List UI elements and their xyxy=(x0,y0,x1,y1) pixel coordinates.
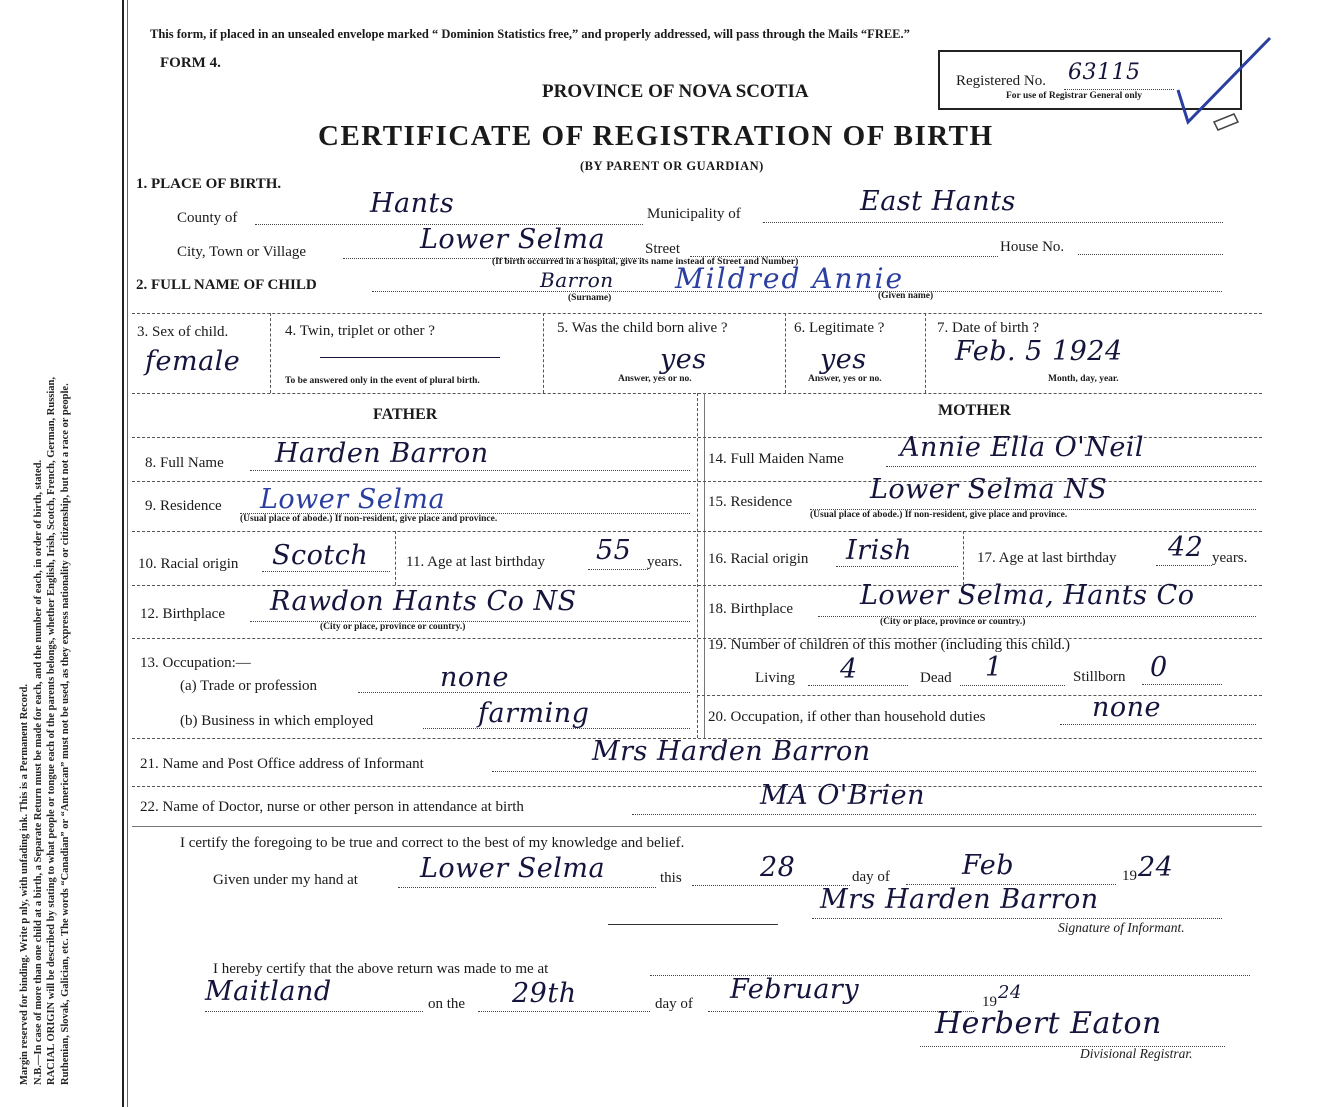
sex-value: female xyxy=(145,346,241,377)
given-year-value: 24 xyxy=(1138,852,1174,883)
registrar-signature: Herbert Eaton xyxy=(935,1006,1162,1041)
child-surname: Barron xyxy=(540,268,614,292)
father-residence-value: Lower Selma xyxy=(260,484,446,515)
dead-value: 1 xyxy=(985,652,1003,683)
mother-age-value: 42 xyxy=(1168,532,1204,563)
mother-occupation-line xyxy=(1060,724,1256,725)
dead-label: Dead xyxy=(920,670,952,686)
row3-divider-3 xyxy=(785,313,786,393)
given-name-note: (Given name) xyxy=(878,291,934,301)
father-name-value: Harden Barron xyxy=(275,438,489,469)
parents-row-3 xyxy=(132,531,1262,532)
form-number: FORM 4. xyxy=(160,55,221,71)
house-no-line xyxy=(1078,254,1223,255)
registrar-statement: I hereby certify that the above return was made to me at xyxy=(213,961,549,977)
hospital-note: (If birth occurred in a hospital, give its name instead of Street and Number) xyxy=(492,257,799,267)
father-business-label: (b) Business in which employed xyxy=(180,713,374,729)
row3-divider-2 xyxy=(543,313,544,393)
mother-years: years. xyxy=(1212,550,1248,566)
given-under-label: Given under my hand at xyxy=(213,872,358,888)
father-trade-label: (a) Trade or profession xyxy=(180,678,318,694)
sex-label: 3. Sex of child. xyxy=(137,324,229,340)
margin-rule xyxy=(122,0,124,1107)
father-business-value: farming xyxy=(478,698,590,729)
legitimate-note: Answer, yes or no. xyxy=(808,374,882,384)
mother-birthplace-note: (City or place, province or country.) xyxy=(880,617,1026,627)
registrar-day-value: 29th xyxy=(512,978,577,1009)
given-day-value: 28 xyxy=(760,852,796,883)
mother-occupation-label: 20. Occupation, if other than household duties xyxy=(708,709,986,725)
parents-row-6 xyxy=(697,695,1262,696)
child-given-name: Mildred Annie xyxy=(675,262,905,295)
father-trade-value: none xyxy=(440,662,510,693)
row3-top-border xyxy=(132,313,1262,314)
father-residence-note: (Usual place of abode.) If non-resident, give place and province. xyxy=(240,514,498,524)
registrar-use-note: For use of Registrar General only xyxy=(1006,91,1143,101)
twin-note: To be answered only in the event of plural birth. xyxy=(285,376,480,386)
margin-line-2: N.B.—In case of more than one child at a birth, a Separate Return must be made for each, and the number of each, in order of birth, stated. xyxy=(32,459,44,1085)
registrar-signature-label: Divisional Registrar. xyxy=(1080,1046,1193,1061)
this-label: this xyxy=(660,870,682,886)
registered-no-line xyxy=(1064,89,1174,90)
living-line xyxy=(808,685,908,686)
father-age-value: 55 xyxy=(596,535,632,566)
dob-label: 7. Date of birth ? xyxy=(937,320,1040,336)
informant-signature: Mrs Harden Barron xyxy=(820,884,1099,915)
doctor-top-border xyxy=(132,786,1262,787)
city-value: Lower Selma xyxy=(420,224,606,255)
father-birthplace-value: Rawdon Hants Co NS xyxy=(270,586,577,617)
mother-residence-note: (Usual place of abode.) If non-resident, give place and province. xyxy=(810,510,1068,520)
registrar-year-value: 24 xyxy=(998,982,1022,1003)
child-name-label: 2. FULL NAME OF CHILD xyxy=(136,277,317,293)
house-no-label: House No. xyxy=(1000,239,1065,255)
father-age-label: 11. Age at last birthday xyxy=(406,554,545,570)
father-birthplace-note: (City or place, province or country.) xyxy=(320,622,466,632)
twin-dash xyxy=(320,357,500,358)
given-place-value: Lower Selma xyxy=(420,853,606,884)
doctor-line xyxy=(632,814,1256,815)
given-place-line xyxy=(398,887,656,888)
informant-value: Mrs Harden Barron xyxy=(592,736,871,767)
registered-no-label: Registered No. xyxy=(956,73,1046,89)
legitimate-label: 6. Legitimate ? xyxy=(794,320,885,336)
doctor-bottom-border xyxy=(132,826,1262,827)
born-alive-label: 5. Was the child born alive ? xyxy=(557,320,728,336)
certify-statement: I certify the foregoing to be true and correct to the best of my knowledge and belief. xyxy=(180,835,685,851)
place-of-birth-label: 1. PLACE OF BIRTH. xyxy=(136,176,282,192)
registrar-day-of-label: day of xyxy=(655,996,693,1012)
father-name-label: 8. Full Name xyxy=(145,455,224,471)
father-race-divider xyxy=(395,531,396,585)
informant-label: 21. Name and Post Office address of Informant xyxy=(140,756,424,772)
father-years: years. xyxy=(647,554,683,570)
father-residence-label: 9. Residence xyxy=(145,498,222,514)
margin-instructions xyxy=(18,35,123,1085)
father-race-value: Scotch xyxy=(272,540,369,571)
certificate-title: CERTIFICATE OF REGISTRATION OF BIRTH xyxy=(318,120,994,152)
registrar-place-value: Maitland xyxy=(205,976,332,1007)
mother-name-line xyxy=(886,466,1256,467)
mother-residence-value: Lower Selma NS xyxy=(870,474,1108,505)
mother-age-line xyxy=(1156,565,1212,566)
mother-heading: MOTHER xyxy=(938,402,1011,419)
margin-rule-thin xyxy=(127,0,128,1107)
doctor-value: MA O'Brien xyxy=(760,780,926,811)
given-day-of-label: day of xyxy=(852,869,890,885)
margin-line-4: Ruthenian, Slovak, Galician, etc. The words “Canadian” or “American” must not be used, as they express nationality or citizenship, but not a race or people. xyxy=(59,383,71,1085)
mother-race-divider xyxy=(963,531,964,585)
mother-birthplace-label: 18. Birthplace xyxy=(708,601,793,617)
given-year-prefix: 19 xyxy=(1122,868,1137,884)
doctor-label: 22. Name of Doctor, nurse or other person in attendance at birth xyxy=(140,799,524,815)
father-trade-line xyxy=(358,692,690,693)
margin-line-3: RACIAL ORIGIN will be described by stating to what people or tongue each of the parents belongs, whether English, Irish, Scotch, French, German, Russian, xyxy=(46,376,57,1085)
mother-name-value: Annie Ella O'Neil xyxy=(900,432,1145,463)
mother-residence-label: 15. Residence xyxy=(708,494,793,510)
mother-occupation-value: none xyxy=(1092,692,1162,723)
certificate-subtitle: (BY PARENT OR GUARDIAN) xyxy=(580,159,764,173)
mother-children-label: 19. Number of children of this mother (including this child.) xyxy=(708,637,1071,653)
stillborn-value: 0 xyxy=(1150,652,1168,683)
margin-line-1: Margin reserved for binding. Write p nly, with unfading ink. This is a Permanent Record. xyxy=(19,684,30,1085)
born-alive-value: yes xyxy=(660,344,707,375)
father-race-label: 10. Racial origin xyxy=(138,556,239,572)
father-birthplace-line xyxy=(250,621,690,622)
check-mark-icon xyxy=(1170,30,1280,150)
registrar-year-prefix: 19 xyxy=(982,994,997,1010)
parents-divider xyxy=(697,393,698,738)
father-occupation-label: 13. Occupation:— xyxy=(140,655,251,671)
informant-signature-line xyxy=(812,918,1222,919)
street-label: Street xyxy=(645,241,680,257)
row3-divider-1 xyxy=(270,313,271,393)
stillborn-label: Stillborn xyxy=(1073,669,1126,685)
municipality-value: East Hants xyxy=(860,186,1016,217)
dead-line xyxy=(960,685,1065,686)
father-race-line xyxy=(262,571,390,572)
mail-note: This form, if placed in an unsealed envelope marked “ Dominion Statistics free,” and properly addressed, will pass through the Mails “FREE.” xyxy=(150,27,910,41)
mother-birthplace-value: Lower Selma, Hants Co xyxy=(860,580,1195,611)
dob-note: Month, day, year. xyxy=(1048,374,1119,384)
informant-signature-label: Signature of Informant. xyxy=(1058,920,1185,935)
surname-note: (Surname) xyxy=(568,293,612,303)
father-heading: FATHER xyxy=(373,406,438,423)
stillborn-line xyxy=(1142,684,1222,685)
dob-value: Feb. 5 1924 xyxy=(955,336,1123,367)
municipality-line xyxy=(763,222,1223,223)
parents-row-5 xyxy=(132,638,1262,639)
mother-race-value: Irish xyxy=(846,535,912,566)
registrar-place-line xyxy=(205,1011,423,1012)
mother-race-line xyxy=(836,566,958,567)
mother-age-label: 17. Age at last birthday xyxy=(977,550,1117,566)
registrar-month-value: February xyxy=(730,974,860,1005)
blank-signature-line xyxy=(608,924,778,925)
province-heading: PROVINCE OF NOVA SCOTIA xyxy=(542,81,809,102)
living-label: Living xyxy=(755,670,795,686)
legitimate-value: yes xyxy=(820,344,867,375)
on-the-label: on the xyxy=(428,996,466,1012)
municipality-label: Municipality of xyxy=(647,206,741,222)
twin-label: 4. Twin, triplet or other ? xyxy=(285,323,435,339)
father-age-line xyxy=(588,569,648,570)
living-value: 4 xyxy=(840,654,858,685)
father-name-line xyxy=(250,470,690,471)
county-value: Hants xyxy=(370,188,455,219)
mother-name-label: 14. Full Maiden Name xyxy=(708,451,844,467)
informant-line xyxy=(492,771,1256,772)
city-label: City, Town or Village xyxy=(177,244,307,260)
row3-divider-4 xyxy=(925,313,926,393)
born-alive-note: Answer, yes or no. xyxy=(618,374,692,384)
registered-no-value: 63115 xyxy=(1068,60,1141,85)
mother-race-label: 16. Racial origin xyxy=(708,551,809,567)
given-month-value: Feb xyxy=(962,850,1015,881)
parents-divider-2 xyxy=(704,393,705,738)
county-label: County of xyxy=(177,210,238,226)
father-birthplace-label: 12. Birthplace xyxy=(140,606,225,622)
registrar-day-line xyxy=(478,1011,650,1012)
